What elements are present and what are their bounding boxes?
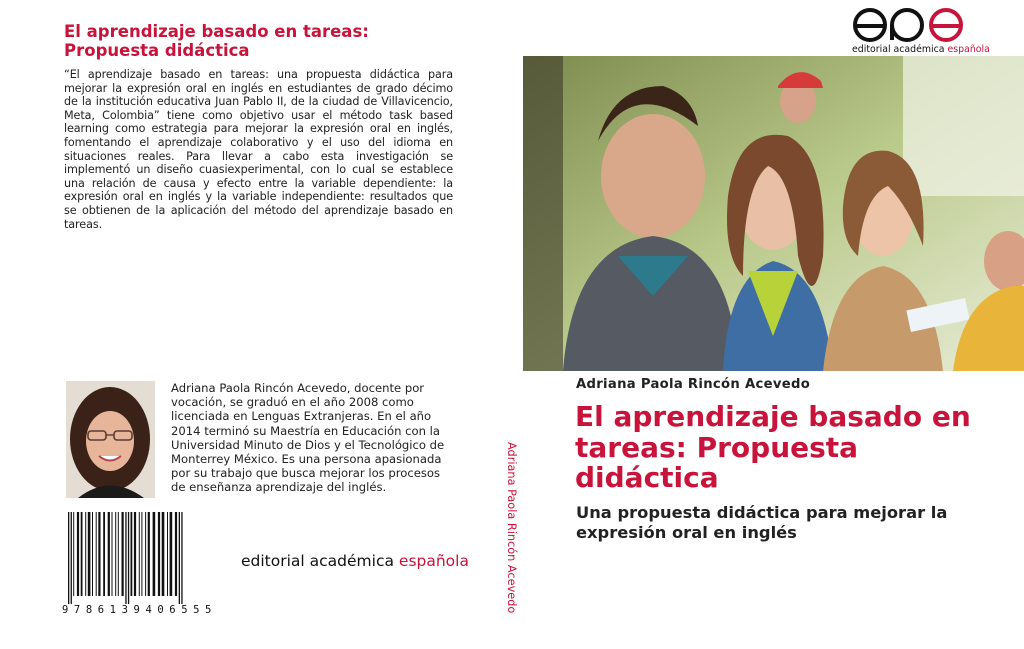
author-bio: Adriana Paola Rincón Acevedo, docente por vocación, se graduó en el año 2008 como licenciada en Lenguas Extranjeras. En el año 2014 terminó su Maestría en Educación con la Universidad Minuto de Dios y el Tecnológico de Monterrey México. Es una persona apasionada por su trabajo que busca mejorar los procesos de enseñanza aprendizaje del inglés. [171, 381, 445, 495]
barcode-bar [122, 512, 124, 596]
barcode-bar [88, 512, 91, 596]
cover-photo [523, 56, 1024, 371]
logo-caption-accent: española [947, 44, 990, 55]
barcode-bar [77, 512, 79, 596]
barcode-bar [118, 512, 119, 596]
barcode-bar [73, 512, 74, 596]
barcode-bar [170, 512, 173, 596]
barcode-bar [112, 512, 113, 596]
barcode-bar [153, 512, 156, 596]
front-cover-subtitle: Una propuesta didáctica para mejorar la expresión oral en inglés [576, 503, 948, 542]
back-publisher-name [241, 552, 469, 570]
barcode-bar [125, 512, 126, 604]
barcode-bar [167, 512, 168, 596]
barcode-bar [134, 512, 136, 596]
barcode-bar [85, 512, 86, 596]
barcode-bar [148, 512, 150, 596]
barcode-bar [158, 512, 160, 596]
spine-author: Adriana Paola Rincón Acevedo [505, 442, 518, 614]
barcode-bar [92, 512, 93, 596]
barcode-bar [98, 512, 100, 596]
back-cover-title: El aprendizaje basado en tareas: Propuesta didáctica [64, 22, 369, 60]
isbn-digits: 9786139406555 [62, 604, 217, 616]
barcode-bar [181, 512, 182, 604]
barcode-bar [179, 512, 180, 604]
publisher-name-main: editorial académica [241, 552, 399, 570]
front-cover-author: Adriana Paola Rincón Acevedo [576, 377, 811, 392]
barcode-bar [71, 512, 72, 604]
barcode-bar [115, 512, 116, 596]
barcode-bar [175, 512, 177, 596]
publisher-name-accent: española [398, 552, 469, 570]
barcode-bar [81, 512, 83, 596]
barcode-bar [68, 512, 69, 604]
isbn-barcode [62, 512, 234, 618]
barcode-bar [128, 512, 129, 604]
back-cover-synopsis: “El aprendizaje basado en tareas: una propuesta didáctica para mejorar la expresión oral en inglés en estudiantes de grado décimo de la institución educativa Juan Pablo II, de la ciudad de Villavicencio, Meta, Colombia” tiene como objetivo usar el método task based learning como estrategia para mejorar la expresión oral en inglés, fomentando el aprendizaje colaborativo y el uso del idioma en situaciones reales. Para llevar a cabo esta investigación se implementó un diseño cuasiexperimental, con lo cual se establece una relación de causa y efecto entre la variable dependiente: la expresión oral en inglés y la variable independiente: resultados que se obtienen de la aplicación del método del aprendizaje basado en tareas. [64, 68, 453, 231]
front-cover-title: El aprendizaje basado en tareas: Propuesta didáctica [575, 400, 971, 494]
logo-caption [852, 44, 990, 55]
barcode-bar [139, 512, 140, 596]
barcode-bar [96, 512, 97, 596]
barcode-bar [162, 512, 165, 596]
logo-caption-main: editorial académica [852, 44, 948, 55]
barcode-bar [103, 512, 105, 596]
author-photo [66, 381, 155, 498]
barcode-bar [141, 512, 142, 596]
barcode-bar [108, 512, 110, 596]
barcode-bar [131, 512, 133, 596]
barcode-bar [145, 512, 146, 596]
